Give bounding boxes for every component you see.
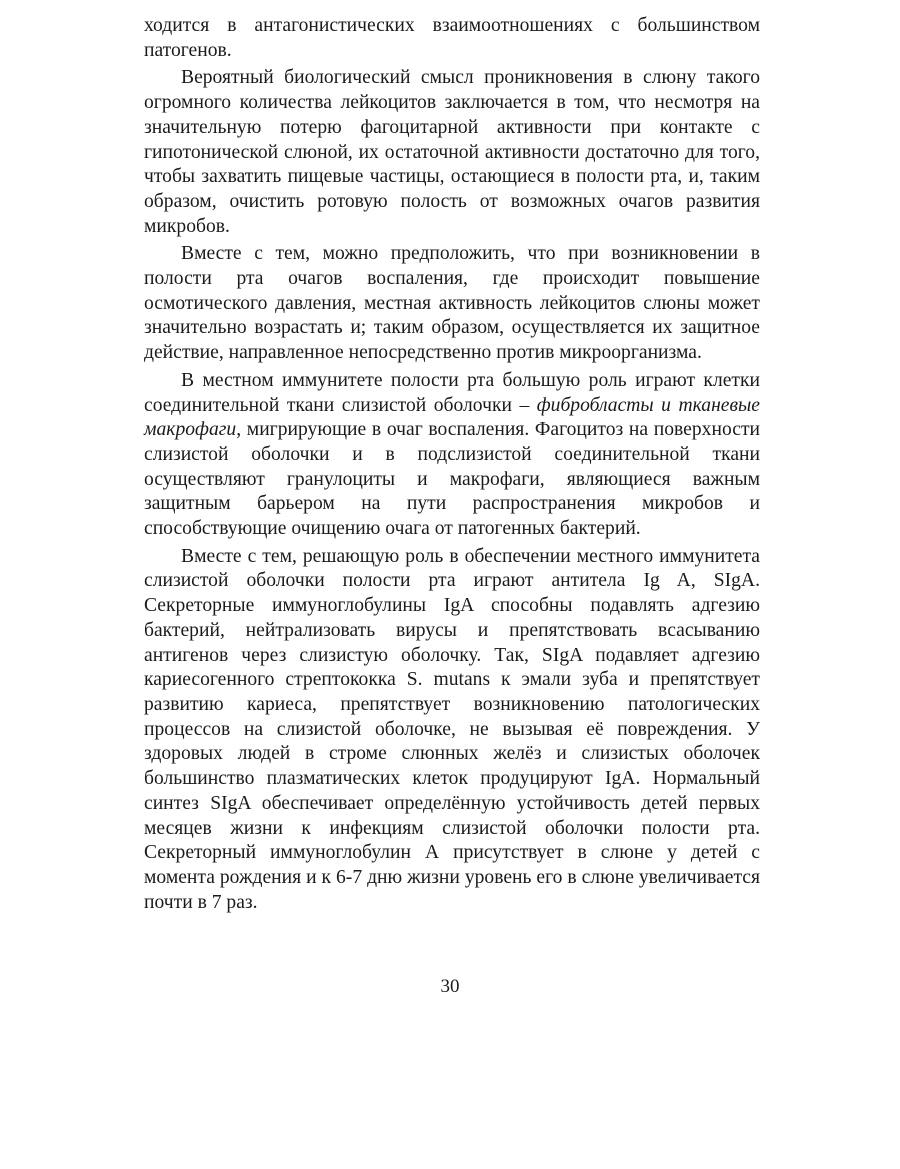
paragraph-4-text-end: , мигрирующие в очаг воспаления. Фагоцитоз на поверхности слизистой оболочки и в подслизистой соединительной ткани осуществляют гранулоциты и макрофаги, являющиеся важным защитным барьером на пути распространения микробов и способствующие очищению очага от патогенных бактерий. [144,419,760,540]
paragraph-4-italic-term: фибробласты и тканевые макрофаги [144,394,760,441]
paragraph-5-text: Вместе с тем, решающую роль в обеспечении местного иммунитета слизистой оболочки полости рта играют антитела Ig A, SIgA. Секреторные иммуноглобулины IgA способны подавлять адгезию бактерий, нейтрализовать вирусы и препятствовать всасыванию антигенов через слизистую оболочку. Так, SIgA подавляет адгезию кариесогенного стрептококка S. mutans к эмали зуба и препятствует развитию кариеса, препятствует возникновению патологических процессов на слизистой оболочке, не вызывая её повреждения. У здоровых людей в строме слюнных желёз и слизистых оболочек большинство плазматических клеток продуцируют IgA. Нормальный синтез SIgA обеспечивает определённую устойчивость детей первых месяцев жизни к инфекциям слизистой оболочки полости рта. Секреторный иммуноглобулин А присутствует в слюне у детей с момента рождения и к 6-7 дню жизни уровень его в слюне увеличивается почти в 7 раз. [144,545,760,913]
page-body [144,14,760,918]
paragraph-2-text: Вероятный биологический смысл проникновения в слюну такого огромного количества лейкоцитов заключается в том, что несмотря на значительную потерю фагоцитарной активности при контакте с гипотонической слюной, их остаточной активности достаточно для того, чтобы захватить пищевые частицы, остающиеся в полости рта, и, таким образом, очистить ротовую полость от возможных очагов развития микробов. [144,67,760,237]
paragraph-4-text-start: В местном иммунитете полости рта большую роль играют клетки соединительной ткани слизистой оболочки – [144,369,760,416]
paragraph-1-text: ходится в антагонистических взаимоотношениях с большинством патогенов. [144,15,760,61]
paragraph-1 [144,14,760,63]
paragraph-4 [144,369,760,542]
paragraph-5 [144,545,760,916]
paragraph-3-text: Вместе с тем, можно предположить, что при возникновении в полости рта очагов воспаления, где происходит повышение осмотического давления, местная активность лейкоцитов слюны может значительно возрастать и; таким образом, осуществляется их защитное действие, направленное непосредственно против микроорганизма. [144,243,760,364]
paragraph-3 [144,242,760,366]
paragraph-2 [144,66,760,239]
page-number: 30 [440,976,460,997]
